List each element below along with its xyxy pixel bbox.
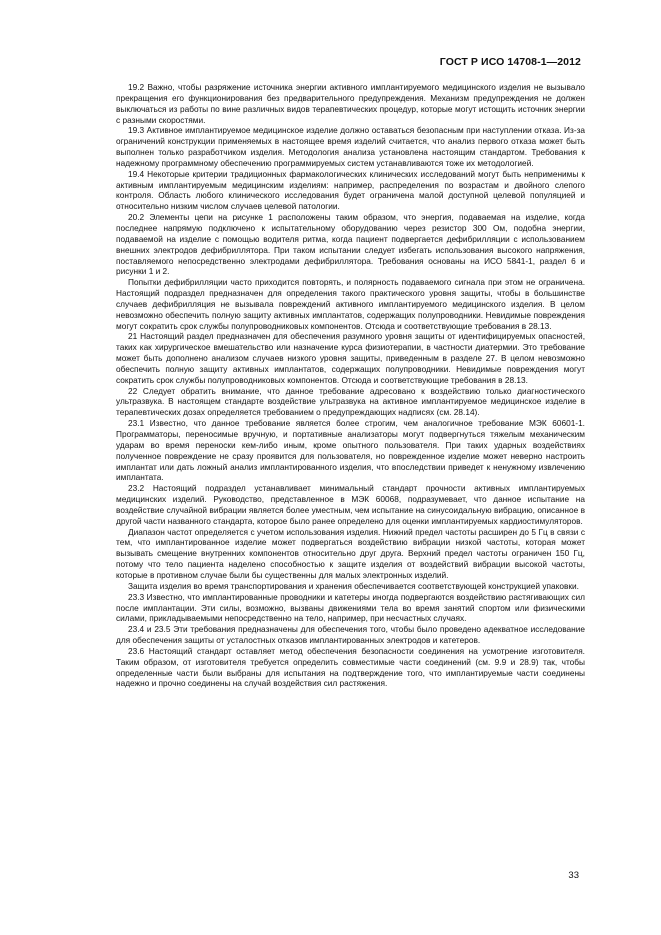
paragraph-23-1: 23.1 Известно, что данное требование является более строгим, чем аналогичное требование МЭК 60601-1. Программаторы, переносимые вручную, и портативные анализаторы могут подвергнуться тяжелым механическим ударам во время переноски кем-либо иным, кроме опытного пользователя. При таких ударных воздействиях полученное повреждение не сразу проявится для пользователя, но поврежденное изделие может неверно настроить имплантат или дать ложный анализ имплантированного изделия, что впоследствии приведет к ненужному извлечению имплантата. <box>116 418 585 483</box>
paragraph-23-3: 23.3 Известно, что имплантированные проводники и катетеры иногда подвергаются воздействию растягивающих сил после имплантации. Эти силы, возможно, вызваны движениями тела во время занятий спортом или физическими силами, прикладываемыми непосредственно на тело, например, при несчастных случаях. <box>116 591 585 624</box>
paragraph-19-2: 19.2 Важно, чтобы разряжение источника энергии активного имплантируемого медицинского изделия не вызывало прекращения его функционирования без предварительного предупреждения. Механизм предупреждения не должен выключаться из работы по вине различных видов терапевтических процедур, которые могут истощить источник энергии с разными скоростями. <box>116 82 585 125</box>
page-number: 33 <box>568 870 579 881</box>
paragraph-frequency-range: Диапазон частот определяется с учетом использования изделия. Нижний предел частоты расширен до 5 Гц в связи с тем, что имплантированное изделие может подвергаться воздействию вибрации низкой частоты, которая может вызывать смещение внутренних компонентов относительно друг друга. Верхний предел частоты ограничен 150 Гц, потому что тело пациента наделено способностью к защите изделия от воздействий вибрации высокой частоты, которые в противном случае были бы существенны для малых электронных изделий. <box>116 526 585 580</box>
document-body <box>116 82 585 689</box>
paragraph-19-4: 19.4 Некоторые критерии традиционных фармакологических клинических исследований могут быть неприменимы к активным имплантируемым медицинским изделиям: например, распределения по возрастам и двойного слепого контроля. Область любого клинического исследования будет ограничена малой доступной целевой популяцией и относительно низким числом случаев целевой патологии. <box>116 168 585 212</box>
paragraph-23-4-23-5: 23.4 и 23.5 Эти требования предназначены для обеспечения того, чтобы было проведено адекватное исследование для обеспечения защиты от усталостных отказов имплантированных электродов и катетеров. <box>116 624 585 646</box>
paragraph-22: 22 Следует обратить внимание, что данное требование адресовано к воздействию только диагностического ультразвука. В настоящем стандарте воздействие ультразвука на активное имплантируемое медицинское изделие в терапевтических дозах определяется требованием о предупреждающих надписях (см. 28.14). <box>116 385 585 418</box>
paragraph-packaging: Защита изделия во время транспортирования и хранения обеспечивается соответствующей конструкцией упаковки. <box>128 580 579 591</box>
paragraph-23-6: 23.6 Настоящий стандарт оставляет метод обеспечения безопасности соединения на усмотрение изготовителя. Таким образом, от изготовителя требуется определить совместимые части соединений (см. 9.9 и 28.9) так, чтобы определенные части были выбраны для испытания на подтверждение того, что имплантируемые части соединены надежно и прочно соединены на случай воздействия сил растяжения. <box>116 645 585 689</box>
standard-header: ГОСТ Р ИСО 14708-1—2012 <box>439 56 581 68</box>
paragraph-defibrillation: Попытки дефибрилляции часто приходится повторять, и полярность подаваемого сигнала при этом не ограничена. Настоящий подраздел предназначен для определения такого практического уровня защиты, чтобы в большинстве случаев дефибрилляция не вызывала повреждений активного имплантируемого медицинского изделия. В целом невозможно обеспечить полную защиту активных имплантатов, содержащих полупроводники. Невидимые повреждения могут сократить срок службы полупроводниковых компонентов. Отсюда и соответствующие требования в 28.13. <box>116 277 585 331</box>
paragraph-19-3: 19.3 Активное имплантируемое медицинское изделие должно оставаться безопасным при наступлении отказа. Из-за ограничений конструкции применяемых в настоящее время изделий считается, что анализ первого отказа может быть выполнен только разработчиком изделия. Методология анализа установлена настоящим стандартом. Требования к надежному программному обеспечению программируемых систем устанавливаются тоже их методологией. <box>116 125 585 168</box>
paragraph-23-2: 23.2 Настоящий подраздел устанавливает минимальный стандарт прочности активных имплантируемых медицинских изделий. Руководство, представленное в МЭК 60068, подразумевает, что данное испытание на воздействие случайной вибрации является более уместным, чем испытание на синусоидальную вибрацию, описанное в другой части названного стандарта, которое было ранее определено для оценки имплантируемых кардиостимуляторов. <box>116 483 585 526</box>
paragraph-20-2: 20.2 Элементы цепи на рисунке 1 расположены таким образом, что энергия, подаваемая на изделие, когда последнее напрямую подключено к испытательному оборудованию через резистор 300 Ом, подобна энергии, подаваемой на изделие с помощью водителя ритма, когда пациент подвергается дефибрилляции с использованием внешних электродов дефибриллятора. При таком испытании следует избегать использования высокого напряжения, поставляемого непосредственно электродами дефибриллятора. Требования основаны на ИСО 5841-1, раздел 6 и рисунки 1 и 2. <box>116 212 585 277</box>
paragraph-21: 21 Настоящий раздел предназначен для обеспечения разумного уровня защиты от идентифицируемых опасностей, таких как хирургическое вмешательство или назначение курса физиотерапии, в частности диатермии. Это требование может быть дополнено анализом случаев низкого уровня защиты, приведенным в разделе 27. В целом невозможно обеспечить полную защиту активных имплантатов, содержащих полупроводники. Невидимые повреждения могут сократить срок службы полупроводниковых компонентов. Отсюда и соответствующие требования в 28.13. <box>116 331 585 385</box>
